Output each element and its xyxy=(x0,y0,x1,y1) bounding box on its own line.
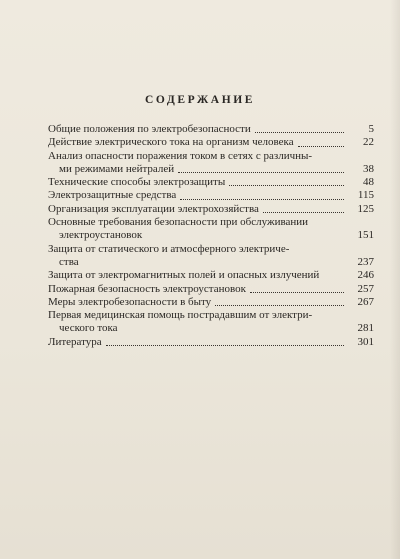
toc-page-number: 246 xyxy=(357,269,374,282)
toc-page-number: 151 xyxy=(357,229,374,242)
toc-entry xyxy=(48,243,374,270)
toc-entry-title: Первая медицинская помощь пострадавшим от электри- xyxy=(48,309,313,322)
toc-entry-title: Технические способы электрозащиты xyxy=(48,176,226,189)
toc-page-number: 257 xyxy=(357,282,374,295)
page-title: СОДЕРЖАНИЕ xyxy=(144,94,256,106)
toc-entry-title: Пожарная безопасность электроустановок xyxy=(48,282,246,295)
toc-page-number: 5 xyxy=(368,123,374,135)
toc-entry-title: Литература xyxy=(48,335,102,348)
toc-entry-title-continuation: ческого тока xyxy=(59,322,118,335)
toc-entry-title: Общие положения по электробезопасности xyxy=(48,123,251,135)
toc-entry xyxy=(48,136,374,149)
toc-entry-title: Основные требования безопасности при обслуживании xyxy=(48,216,309,229)
toc-page-number: 115 xyxy=(357,189,374,202)
table-of-contents xyxy=(48,123,374,349)
dot-leader xyxy=(178,169,344,173)
toc-page-number: 38 xyxy=(363,162,374,175)
toc-page-number: 301 xyxy=(357,335,374,348)
toc-entry-title: Защита от статического и атмосферного электриче- xyxy=(48,242,290,255)
toc-entry xyxy=(48,189,374,202)
toc-entry xyxy=(48,203,374,216)
toc-entry xyxy=(48,176,374,189)
toc-entry xyxy=(48,216,374,243)
toc-entry-title-continuation: ства xyxy=(59,255,79,268)
toc-entry-title: Анализ опасности поражения током в сетях с различны- xyxy=(48,149,313,162)
dot-leader xyxy=(106,342,344,346)
toc-entry-title-continuation: ми режимами нейтралей xyxy=(59,162,175,175)
dot-leader xyxy=(180,196,344,200)
toc-page-number: 22 xyxy=(363,136,374,149)
toc-entry-title: Организация эксплуатации электрохозяйства xyxy=(48,202,259,215)
page-edge-shadow xyxy=(390,0,400,559)
toc-entry-title-continuation: электроустановок xyxy=(59,229,143,242)
toc-page-number: 237 xyxy=(357,255,374,268)
toc-entry-title: Меры электробезопасности в быту xyxy=(48,295,212,308)
dot-leader xyxy=(298,143,344,147)
dot-leader xyxy=(263,209,344,213)
toc-entry xyxy=(48,269,374,282)
dot-leader xyxy=(229,182,344,186)
toc-entry xyxy=(48,123,374,136)
toc-page-number: 281 xyxy=(357,322,374,335)
toc-entry xyxy=(48,150,374,177)
dot-leader xyxy=(215,302,344,306)
dot-leader xyxy=(250,289,344,293)
toc-entry xyxy=(48,283,374,296)
toc-entry-title: Защита от электромагнитных полей и опасных излучений xyxy=(48,269,320,282)
toc-page-number: 125 xyxy=(357,202,374,215)
toc-entry-title: Электрозащитные средства xyxy=(48,189,177,202)
toc-entry xyxy=(48,336,374,349)
dot-leader xyxy=(255,129,344,133)
toc-entry xyxy=(48,309,374,336)
toc-page-number: 48 xyxy=(363,176,374,189)
toc-entry xyxy=(48,296,374,309)
toc-page-number: 267 xyxy=(357,295,374,308)
toc-entry-title: Действие электрического тока на организм человека xyxy=(48,136,294,149)
